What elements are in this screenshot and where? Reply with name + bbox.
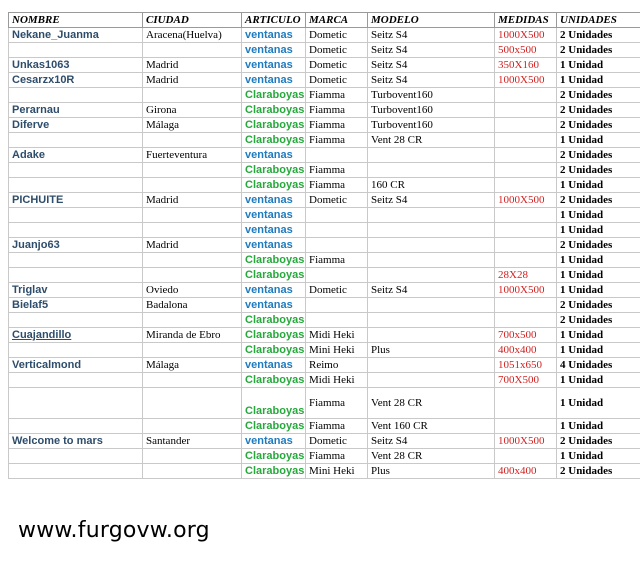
cell-modelo bbox=[368, 373, 495, 388]
cell-modelo: Seitz S4 bbox=[368, 73, 495, 88]
cell-marca: Dometic bbox=[306, 28, 368, 43]
table-row bbox=[9, 253, 640, 268]
cell-ciudad bbox=[143, 373, 242, 388]
cell-articulo: ventanas bbox=[242, 298, 306, 313]
cell-modelo bbox=[368, 253, 495, 268]
cell-unidades: 1 Unidad bbox=[557, 73, 640, 88]
cell-modelo bbox=[368, 298, 495, 313]
cell-ciudad bbox=[143, 88, 242, 103]
cell-marca: Mini Heki bbox=[306, 464, 368, 479]
cell-medidas bbox=[495, 298, 557, 313]
cell-modelo bbox=[368, 208, 495, 223]
cell-nombre: Cesarzx10R bbox=[9, 73, 143, 88]
cell-articulo: Claraboyas bbox=[242, 88, 306, 103]
cell-articulo: Claraboyas bbox=[242, 388, 306, 419]
cell-marca: Fiamma bbox=[306, 163, 368, 178]
cell-modelo: Plus bbox=[368, 343, 495, 358]
cell-marca: Fiamma bbox=[306, 388, 368, 419]
cell-nombre bbox=[9, 464, 143, 479]
cell-nombre: Perarnau bbox=[9, 103, 143, 118]
column-header-ciudad: CIUDAD bbox=[143, 13, 242, 28]
cell-medidas bbox=[495, 133, 557, 148]
cell-marca: Dometic bbox=[306, 434, 368, 449]
table-row bbox=[9, 223, 640, 238]
cell-ciudad: Málaga bbox=[143, 118, 242, 133]
cell-medidas: 1000X500 bbox=[495, 193, 557, 208]
cell-nombre: Nekane_Juanma bbox=[9, 28, 143, 43]
cell-marca bbox=[306, 268, 368, 283]
cell-marca: Fiamma bbox=[306, 118, 368, 133]
cell-articulo: Claraboyas bbox=[242, 103, 306, 118]
cell-ciudad: Girona bbox=[143, 103, 242, 118]
cell-nombre bbox=[9, 313, 143, 328]
cell-unidades: 2 Unidades bbox=[557, 28, 640, 43]
cell-articulo: ventanas bbox=[242, 358, 306, 373]
cell-marca: Dometic bbox=[306, 283, 368, 298]
cell-modelo: Seitz S4 bbox=[368, 193, 495, 208]
column-header-articulo: ARTICULO bbox=[242, 13, 306, 28]
cell-medidas bbox=[495, 148, 557, 163]
table-row bbox=[9, 208, 640, 223]
table-row bbox=[9, 298, 640, 313]
cell-marca: Dometic bbox=[306, 58, 368, 73]
cell-unidades: 2 Unidades bbox=[557, 434, 640, 449]
cell-modelo bbox=[368, 358, 495, 373]
cell-medidas bbox=[495, 253, 557, 268]
cell-medidas bbox=[495, 388, 557, 419]
cell-unidades: 1 Unidad bbox=[557, 373, 640, 388]
cell-nombre bbox=[9, 178, 143, 193]
cell-ciudad: Aracena(Huelva) bbox=[143, 28, 242, 43]
cell-marca: Dometic bbox=[306, 193, 368, 208]
table-row bbox=[9, 193, 640, 208]
cell-nombre bbox=[9, 253, 143, 268]
cell-medidas bbox=[495, 238, 557, 253]
cell-nombre bbox=[9, 163, 143, 178]
cell-medidas: 700x500 bbox=[495, 328, 557, 343]
cell-medidas bbox=[495, 223, 557, 238]
cell-unidades: 1 Unidad bbox=[557, 178, 640, 193]
cell-unidades: 2 Unidades bbox=[557, 103, 640, 118]
cell-nombre: Adake bbox=[9, 148, 143, 163]
cell-marca: Dometic bbox=[306, 73, 368, 88]
table-row bbox=[9, 328, 640, 343]
cell-articulo: Claraboyas bbox=[242, 118, 306, 133]
table-row bbox=[9, 178, 640, 193]
cell-articulo: Claraboyas bbox=[242, 133, 306, 148]
cell-modelo: Vent 28 CR bbox=[368, 133, 495, 148]
table-row bbox=[9, 148, 640, 163]
cell-modelo bbox=[368, 238, 495, 253]
cell-ciudad bbox=[143, 419, 242, 434]
cell-marca: Fiamma bbox=[306, 88, 368, 103]
cell-nombre bbox=[9, 419, 143, 434]
cell-modelo: Seitz S4 bbox=[368, 283, 495, 298]
cell-marca: Dometic bbox=[306, 43, 368, 58]
table-row bbox=[9, 163, 640, 178]
cell-marca: Mini Heki bbox=[306, 343, 368, 358]
cell-marca bbox=[306, 223, 368, 238]
cell-marca: Fiamma bbox=[306, 449, 368, 464]
table-row bbox=[9, 73, 640, 88]
cell-nombre: Cuajandillo bbox=[9, 328, 143, 343]
table-row bbox=[9, 103, 640, 118]
cell-nombre bbox=[9, 133, 143, 148]
cell-ciudad: Oviedo bbox=[143, 283, 242, 298]
cell-marca: Fiamma bbox=[306, 419, 368, 434]
cell-medidas bbox=[495, 419, 557, 434]
cell-articulo: ventanas bbox=[242, 28, 306, 43]
table-row bbox=[9, 434, 640, 449]
table-row bbox=[9, 358, 640, 373]
cell-medidas: 500x500 bbox=[495, 43, 557, 58]
cell-medidas bbox=[495, 88, 557, 103]
column-header-unidades: UNIDADES bbox=[557, 13, 640, 28]
cell-unidades: 1 Unidad bbox=[557, 449, 640, 464]
cell-unidades: 1 Unidad bbox=[557, 283, 640, 298]
cell-ciudad bbox=[143, 343, 242, 358]
cell-modelo: 160 CR bbox=[368, 178, 495, 193]
cell-ciudad bbox=[143, 313, 242, 328]
cell-marca bbox=[306, 208, 368, 223]
cell-ciudad: Madrid bbox=[143, 193, 242, 208]
cell-unidades: 2 Unidades bbox=[557, 88, 640, 103]
cell-articulo: ventanas bbox=[242, 283, 306, 298]
cell-modelo: Turbovent160 bbox=[368, 88, 495, 103]
cell-articulo: ventanas bbox=[242, 193, 306, 208]
cell-ciudad bbox=[143, 163, 242, 178]
cell-modelo bbox=[368, 268, 495, 283]
cell-unidades: 2 Unidades bbox=[557, 193, 640, 208]
cell-unidades: 1 Unidad bbox=[557, 133, 640, 148]
cell-unidades: 2 Unidades bbox=[557, 163, 640, 178]
cell-ciudad: Badalona bbox=[143, 298, 242, 313]
cell-unidades: 1 Unidad bbox=[557, 58, 640, 73]
cell-articulo: Claraboyas bbox=[242, 163, 306, 178]
cell-nombre: Diferve bbox=[9, 118, 143, 133]
cell-modelo: Vent 28 CR bbox=[368, 388, 495, 419]
table-row bbox=[9, 268, 640, 283]
table-row bbox=[9, 43, 640, 58]
cell-medidas: 350X160 bbox=[495, 58, 557, 73]
cell-ciudad bbox=[143, 268, 242, 283]
cell-unidades: 2 Unidades bbox=[557, 43, 640, 58]
cell-ciudad bbox=[143, 253, 242, 268]
cell-modelo: Seitz S4 bbox=[368, 58, 495, 73]
cell-ciudad bbox=[143, 178, 242, 193]
cell-unidades: 2 Unidades bbox=[557, 298, 640, 313]
cell-marca bbox=[306, 238, 368, 253]
cell-modelo bbox=[368, 223, 495, 238]
table-row bbox=[9, 133, 640, 148]
table-row bbox=[9, 419, 640, 434]
cell-unidades: 1 Unidad bbox=[557, 268, 640, 283]
cell-articulo: Claraboyas bbox=[242, 449, 306, 464]
cell-nombre bbox=[9, 223, 143, 238]
cell-ciudad bbox=[143, 223, 242, 238]
cell-articulo: Claraboyas bbox=[242, 268, 306, 283]
cell-marca: Fiamma bbox=[306, 133, 368, 148]
column-header-nombre: NOMBRE bbox=[9, 13, 143, 28]
cell-medidas bbox=[495, 103, 557, 118]
cell-ciudad bbox=[143, 43, 242, 58]
cell-unidades: 1 Unidad bbox=[557, 208, 640, 223]
column-header-modelo: MODELO bbox=[368, 13, 495, 28]
cell-nombre: Verticalmond bbox=[9, 358, 143, 373]
cell-ciudad bbox=[143, 208, 242, 223]
cell-medidas: 1000X500 bbox=[495, 28, 557, 43]
cell-ciudad bbox=[143, 133, 242, 148]
cell-ciudad: Madrid bbox=[143, 238, 242, 253]
cell-articulo: ventanas bbox=[242, 43, 306, 58]
cell-nombre: Unkas1063 bbox=[9, 58, 143, 73]
cell-ciudad: Miranda de Ebro bbox=[143, 328, 242, 343]
cell-articulo: ventanas bbox=[242, 223, 306, 238]
cell-medidas bbox=[495, 178, 557, 193]
cell-modelo bbox=[368, 148, 495, 163]
table-row bbox=[9, 313, 640, 328]
cell-unidades: 1 Unidad bbox=[557, 223, 640, 238]
cell-modelo: Turbovent160 bbox=[368, 103, 495, 118]
cell-articulo: Claraboyas bbox=[242, 253, 306, 268]
cell-nombre: Triglav bbox=[9, 283, 143, 298]
cell-nombre bbox=[9, 373, 143, 388]
cell-unidades: 1 Unidad bbox=[557, 328, 640, 343]
cell-medidas: 1051x650 bbox=[495, 358, 557, 373]
cell-articulo: Claraboyas bbox=[242, 419, 306, 434]
cell-modelo bbox=[368, 328, 495, 343]
cell-marca: Fiamma bbox=[306, 103, 368, 118]
table-row bbox=[9, 58, 640, 73]
cell-medidas: 400x400 bbox=[495, 464, 557, 479]
cell-articulo: ventanas bbox=[242, 208, 306, 223]
cell-marca: Reimo bbox=[306, 358, 368, 373]
cell-ciudad bbox=[143, 388, 242, 419]
table-row bbox=[9, 88, 640, 103]
column-header-marca: MARCA bbox=[306, 13, 368, 28]
cell-medidas: 400x400 bbox=[495, 343, 557, 358]
table-row bbox=[9, 373, 640, 388]
cell-unidades: 1 Unidad bbox=[557, 388, 640, 419]
cell-unidades: 2 Unidades bbox=[557, 313, 640, 328]
cell-unidades: 2 Unidades bbox=[557, 148, 640, 163]
table-row bbox=[9, 238, 640, 253]
cell-nombre: Welcome to mars bbox=[9, 434, 143, 449]
table-row bbox=[9, 449, 640, 464]
cell-articulo: ventanas bbox=[242, 58, 306, 73]
cell-nombre bbox=[9, 343, 143, 358]
cell-marca bbox=[306, 298, 368, 313]
cell-medidas: 1000X500 bbox=[495, 434, 557, 449]
cell-marca bbox=[306, 313, 368, 328]
cell-unidades: 2 Unidades bbox=[557, 118, 640, 133]
cell-modelo bbox=[368, 163, 495, 178]
cell-ciudad: Santander bbox=[143, 434, 242, 449]
cell-marca: Midi Heki bbox=[306, 328, 368, 343]
cell-modelo: Vent 28 CR bbox=[368, 449, 495, 464]
cell-nombre bbox=[9, 43, 143, 58]
cell-modelo: Vent 160 CR bbox=[368, 419, 495, 434]
cell-unidades: 2 Unidades bbox=[557, 238, 640, 253]
cell-marca bbox=[306, 148, 368, 163]
cell-articulo: Claraboyas bbox=[242, 464, 306, 479]
cell-marca: Midi Heki bbox=[306, 373, 368, 388]
cell-unidades: 1 Unidad bbox=[557, 419, 640, 434]
cell-ciudad: Madrid bbox=[143, 58, 242, 73]
cell-ciudad: Málaga bbox=[143, 358, 242, 373]
cell-nombre bbox=[9, 208, 143, 223]
cell-modelo: Seitz S4 bbox=[368, 28, 495, 43]
table-row bbox=[9, 283, 640, 298]
cell-medidas: 1000X500 bbox=[495, 73, 557, 88]
cell-articulo: ventanas bbox=[242, 238, 306, 253]
cell-articulo: Claraboyas bbox=[242, 343, 306, 358]
cell-medidas bbox=[495, 118, 557, 133]
cell-articulo: ventanas bbox=[242, 73, 306, 88]
cell-unidades: 1 Unidad bbox=[557, 253, 640, 268]
table-row bbox=[9, 343, 640, 358]
cell-ciudad bbox=[143, 464, 242, 479]
order-table bbox=[8, 12, 640, 479]
cell-marca: Fiamma bbox=[306, 178, 368, 193]
cell-articulo: Claraboyas bbox=[242, 178, 306, 193]
cell-articulo: Claraboyas bbox=[242, 313, 306, 328]
cell-nombre: Bielaf5 bbox=[9, 298, 143, 313]
table-row bbox=[9, 28, 640, 43]
cell-nombre bbox=[9, 388, 143, 419]
site-watermark: www.furgovw.org bbox=[18, 518, 210, 543]
cell-ciudad bbox=[143, 449, 242, 464]
cell-nombre: PICHUITE bbox=[9, 193, 143, 208]
cell-modelo: Seitz S4 bbox=[368, 434, 495, 449]
cell-ciudad: Fuerteventura bbox=[143, 148, 242, 163]
cell-medidas: 700X500 bbox=[495, 373, 557, 388]
cell-unidades: 4 Unidades bbox=[557, 358, 640, 373]
cell-nombre bbox=[9, 88, 143, 103]
cell-ciudad: Madrid bbox=[143, 73, 242, 88]
cell-modelo bbox=[368, 313, 495, 328]
cell-medidas: 1000X500 bbox=[495, 283, 557, 298]
header-row bbox=[9, 13, 640, 28]
cell-modelo: Plus bbox=[368, 464, 495, 479]
cell-unidades: 1 Unidad bbox=[557, 343, 640, 358]
table-row bbox=[9, 388, 640, 419]
table-row bbox=[9, 464, 640, 479]
cell-nombre: Juanjo63 bbox=[9, 238, 143, 253]
cell-articulo: ventanas bbox=[242, 434, 306, 449]
cell-medidas bbox=[495, 313, 557, 328]
cell-nombre bbox=[9, 268, 143, 283]
cell-articulo: Claraboyas bbox=[242, 373, 306, 388]
cell-medidas bbox=[495, 449, 557, 464]
cell-medidas: 28X28 bbox=[495, 268, 557, 283]
cell-unidades: 2 Unidades bbox=[557, 464, 640, 479]
cell-nombre bbox=[9, 449, 143, 464]
cell-marca: Fiamma bbox=[306, 253, 368, 268]
cell-modelo: Seitz S4 bbox=[368, 43, 495, 58]
table-row bbox=[9, 118, 640, 133]
cell-articulo: ventanas bbox=[242, 148, 306, 163]
cell-medidas bbox=[495, 208, 557, 223]
column-header-medidas: MEDIDAS bbox=[495, 13, 557, 28]
cell-medidas bbox=[495, 163, 557, 178]
cell-articulo: Claraboyas bbox=[242, 328, 306, 343]
cell-modelo: Turbovent160 bbox=[368, 118, 495, 133]
